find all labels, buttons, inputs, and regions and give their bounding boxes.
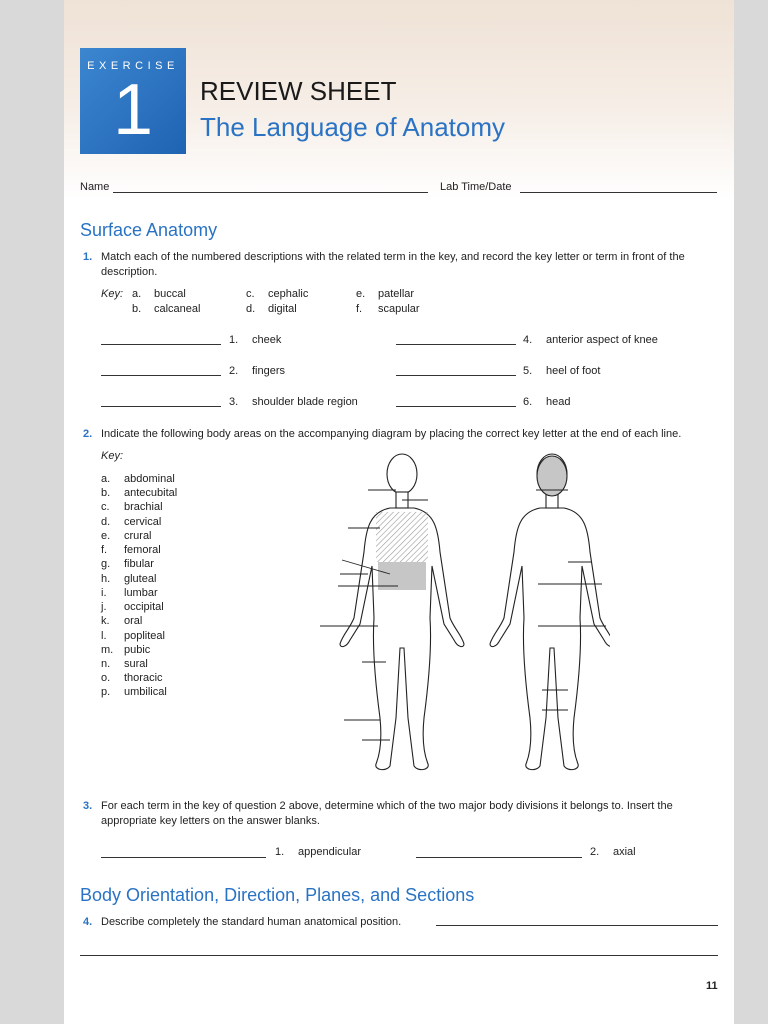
- key-letter: b.: [132, 303, 142, 315]
- item-number: 5.: [523, 365, 533, 377]
- key-letter: m.: [101, 644, 114, 656]
- question-number: 4.: [83, 916, 93, 928]
- key-letter: c.: [101, 501, 110, 513]
- key-letter: e.: [356, 288, 366, 300]
- key-letter: b.: [101, 487, 111, 499]
- key-letter: d.: [101, 516, 111, 528]
- answer-blank[interactable]: [101, 344, 221, 345]
- key-letter: n.: [101, 658, 111, 670]
- key-letter: k.: [101, 615, 110, 627]
- labtime-field[interactable]: [520, 192, 717, 193]
- answer-blank[interactable]: [396, 344, 516, 345]
- answer-blank[interactable]: [396, 375, 516, 376]
- key-term: oral: [124, 615, 143, 627]
- key-term: thoracic: [124, 672, 163, 684]
- item-description: heel of foot: [546, 365, 601, 377]
- key-letter: l.: [101, 630, 107, 642]
- question-text: Indicate the following body areas on the accompanying diagram by placing the correct key letter at the end of each line.: [101, 428, 682, 440]
- key-letter: p.: [101, 686, 111, 698]
- item-description: shoulder blade region: [252, 396, 358, 408]
- body-diagram: [310, 448, 610, 788]
- name-label: Name: [80, 181, 110, 193]
- labtime-label: Lab Time/Date: [440, 181, 512, 193]
- exercise-label: EXERCISE: [87, 60, 179, 72]
- key-term: calcaneal: [154, 303, 201, 315]
- question-number: 1.: [83, 251, 93, 263]
- key-term: umbilical: [124, 686, 167, 698]
- key-term: cephalic: [268, 288, 309, 300]
- page-title: REVIEW SHEET: [200, 76, 397, 106]
- key-letter: g.: [101, 558, 111, 570]
- item-number: 1.: [275, 846, 285, 858]
- key-term: occipital: [124, 601, 164, 613]
- item-description: head: [546, 396, 571, 408]
- item-number: 2.: [590, 846, 600, 858]
- key-term: popliteal: [124, 630, 165, 642]
- item-number: 2.: [229, 365, 239, 377]
- key-letter: j.: [101, 601, 107, 613]
- question-text: For each term in the key of question 2 above, determine which of the two major body divisions it belongs to. Insert the appropriate key letters on the answer blanks.: [101, 800, 673, 827]
- key-letter: a.: [132, 288, 142, 300]
- key-letter: h.: [101, 573, 111, 585]
- item-number: 6.: [523, 396, 533, 408]
- item-description: fingers: [252, 365, 286, 377]
- key-term: digital: [268, 303, 297, 315]
- item-description: cheek: [252, 334, 282, 346]
- answer-blank[interactable]: [416, 857, 582, 858]
- item-description: anterior aspect of knee: [546, 334, 658, 346]
- key-term: lumbar: [124, 587, 158, 599]
- name-field[interactable]: [113, 192, 428, 193]
- item-number: 3.: [229, 396, 239, 408]
- key-letter: a.: [101, 473, 111, 485]
- key-label: Key:: [101, 288, 124, 300]
- key-term: antecubital: [124, 487, 178, 499]
- key-letter: f.: [356, 303, 363, 315]
- key-letter: e.: [101, 530, 111, 542]
- key-term: cervical: [124, 516, 162, 528]
- section-heading-surface-anatomy: Surface Anatomy: [80, 220, 218, 240]
- key-term: gluteal: [124, 573, 157, 585]
- key-letter: c.: [246, 288, 255, 300]
- item-description: axial: [613, 846, 636, 858]
- thoracic-region-shading: [376, 512, 428, 562]
- posterior-body-figure: [490, 454, 610, 770]
- key-term: patellar: [378, 288, 415, 300]
- key-letter: o.: [101, 672, 111, 684]
- key-term: brachial: [124, 501, 163, 513]
- answer-blank[interactable]: [436, 925, 718, 926]
- item-number: 1.: [229, 334, 239, 346]
- key-term: crural: [124, 530, 152, 542]
- page-subtitle: The Language of Anatomy: [200, 112, 506, 142]
- question-number: 3.: [83, 800, 93, 812]
- key-letter: d.: [246, 303, 256, 315]
- key-term: sural: [124, 658, 148, 670]
- page-number: 11: [706, 980, 718, 992]
- key-letter: i.: [101, 587, 107, 599]
- exercise-number: 1: [112, 70, 154, 150]
- exercise-badge: [80, 48, 186, 154]
- key-letter: f.: [101, 544, 108, 556]
- answer-blank[interactable]: [101, 857, 266, 858]
- question-text: Match each of the numbered descriptions with the related term in the key, and record the key letter or term in front of the description.: [101, 251, 685, 278]
- key-term: fibular: [124, 558, 154, 570]
- answer-blank[interactable]: [101, 406, 221, 407]
- section-heading-body-orientation: Body Orientation, Direction, Planes, and Sections: [80, 885, 475, 905]
- question-number: 2.: [83, 428, 93, 440]
- question-text: Describe completely the standard human anatomical position.: [101, 916, 402, 928]
- key-label: Key:: [101, 450, 124, 462]
- answer-blank[interactable]: [396, 406, 516, 407]
- item-number: 4.: [523, 334, 533, 346]
- answer-blank[interactable]: [80, 955, 718, 956]
- key-term: abdominal: [124, 473, 175, 485]
- key-term: pubic: [124, 644, 151, 656]
- key-term: scapular: [378, 303, 420, 315]
- item-description: appendicular: [298, 846, 361, 858]
- key-term: buccal: [154, 288, 186, 300]
- anterior-body-figure: [340, 454, 464, 770]
- key-term: femoral: [124, 544, 161, 556]
- answer-blank[interactable]: [101, 375, 221, 376]
